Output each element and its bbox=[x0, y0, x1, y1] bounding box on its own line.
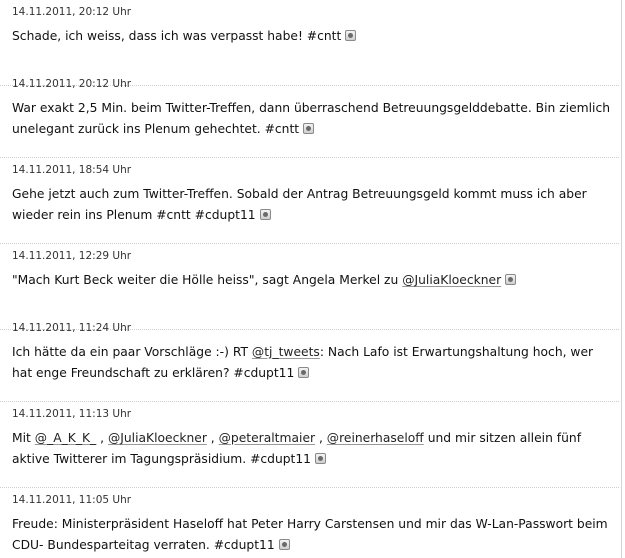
tweet-timestamp: 14.11.2011, 11:13 Uhr bbox=[12, 408, 132, 420]
mention-link[interactable]: @tj_tweets bbox=[251, 345, 320, 359]
tweet-link-icon[interactable] bbox=[260, 209, 271, 220]
tweet-text-segment: : Nach Lafo ist Erwartungshaltung hoch, wer hat enge Freundschaft zu erklären? #cdupt11 bbox=[12, 345, 594, 380]
tweet-timestamp: 14.11.2011, 11:05 Uhr bbox=[12, 494, 132, 506]
tweet-timestamp: 14.11.2011, 18:54 Uhr bbox=[12, 164, 132, 176]
mention-link[interactable]: @reinerhaseloff bbox=[326, 431, 424, 445]
tweet-text-segment: "Mach Kurt Beck weiter die Hölle heiss", sagt Angela Merkel zu bbox=[12, 273, 403, 287]
mention-link[interactable]: @JuliaKloeckner bbox=[107, 431, 207, 445]
tweet-text bbox=[12, 270, 612, 291]
mention-link[interactable]: @JuliaKloeckner bbox=[402, 273, 502, 287]
tweet-text bbox=[12, 342, 612, 384]
tweet-link-icon[interactable] bbox=[505, 274, 516, 285]
tweet-item bbox=[0, 158, 622, 244]
tweet-item bbox=[0, 72, 622, 158]
tweet-text bbox=[12, 26, 612, 47]
tweet-text-segment: War exakt 2,5 Min. beim Twitter-Treffen, dann überraschend Betreuungsgelddebatte. Bin ziemlich unelegant zurück ins Plenum gehechtet. #cntt bbox=[12, 101, 611, 136]
tweet-timestamp: 14.11.2011, 11:24 Uhr bbox=[12, 322, 132, 334]
tweet-link-icon[interactable] bbox=[315, 453, 326, 464]
tweet-item bbox=[0, 316, 622, 402]
mention-link[interactable]: @peteraltmaier bbox=[218, 431, 316, 445]
tweet-link-icon[interactable] bbox=[279, 539, 290, 550]
tweet-text-segment: und mir sitzen allein fünf aktive Twitterer im Tagungspräsidium. #cdupt11 bbox=[12, 431, 582, 466]
tweet-text-segment: Mit bbox=[12, 431, 35, 445]
tweet-text bbox=[12, 428, 612, 470]
tweet-text-segment: Schade, ich weiss, dass ich was verpasst habe! #cntt bbox=[12, 29, 342, 43]
tweet-text-segment: Gehe jetzt auch zum Twitter-Treffen. Sobald der Antrag Betreuungsgeld kommt muss ich aber wieder rein ins Plenum #cntt #cdupt11 bbox=[12, 187, 587, 222]
tweet-timestamp: 14.11.2011, 20:12 Uhr bbox=[12, 6, 132, 18]
tweet-link-icon[interactable] bbox=[303, 123, 314, 134]
tweet-text-segment: Freude: Ministerpräsident Haseloff hat Peter Harry Carstensen und mir das W-Lan-Passwort beim CDU- Bundesparteitag verraten. #cdupt11 bbox=[12, 517, 608, 552]
tweet-link-icon[interactable] bbox=[345, 30, 356, 41]
tweet-timestamp: 14.11.2011, 20:12 Uhr bbox=[12, 78, 132, 90]
tweet-text-segment: , bbox=[315, 431, 327, 445]
tweet-text bbox=[12, 514, 612, 556]
mention-link[interactable]: @_A_K_K_ bbox=[34, 431, 97, 445]
tweet-text-segment: Ich hätte da ein paar Vorschläge :-) RT bbox=[12, 345, 252, 359]
tweet-text-segment: , bbox=[206, 431, 219, 445]
tweet-timestamp: 14.11.2011, 12:29 Uhr bbox=[12, 250, 132, 262]
tweet-item bbox=[0, 488, 622, 558]
tweet-text-segment: , bbox=[96, 431, 108, 445]
tweet-text bbox=[12, 98, 612, 140]
tweet-text bbox=[12, 184, 612, 226]
tweet-link-icon[interactable] bbox=[298, 367, 309, 378]
tweet-item bbox=[0, 402, 622, 488]
